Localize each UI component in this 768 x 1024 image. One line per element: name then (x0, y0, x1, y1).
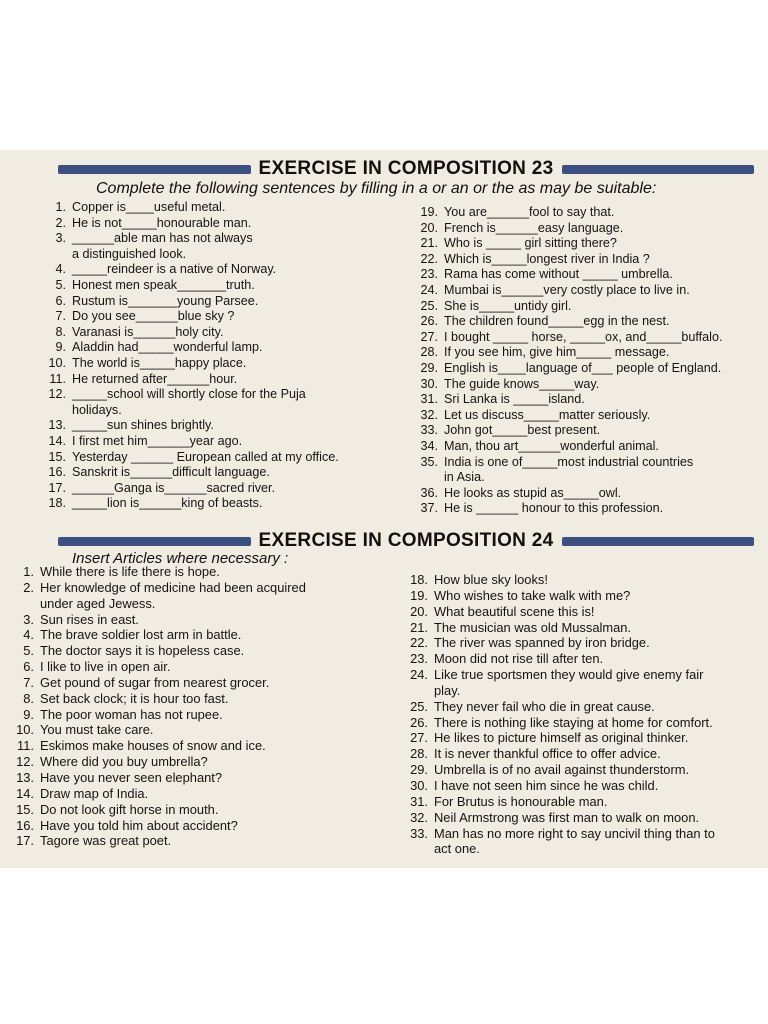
item-number: 13. (48, 418, 66, 433)
list-item (40, 200, 400, 216)
list-item (412, 501, 762, 517)
item-number: 13. (16, 769, 34, 785)
item-text: Aladdin had_____wonderful lamp. (72, 340, 263, 355)
item-continuation: under aged Jewess. (40, 595, 156, 611)
list-item (40, 481, 400, 497)
item-number: 28. (420, 345, 438, 360)
list-item (402, 715, 764, 731)
item-number: 8. (55, 324, 66, 339)
item-number: 16. (48, 465, 66, 480)
item-number: 36. (420, 485, 438, 500)
list-item (412, 377, 762, 393)
decorative-bar-right (562, 165, 755, 174)
list-item (412, 205, 762, 221)
item-number: 5. (55, 277, 66, 292)
item-text: I like to live in open air. (40, 659, 171, 675)
item-number: 4. (55, 262, 66, 277)
item-number: 1. (23, 564, 34, 579)
item-number: 2. (23, 579, 34, 595)
list-item (40, 294, 400, 310)
item-text: English is____language of___ people of England. (444, 360, 722, 375)
list-item (8, 691, 403, 707)
item-number: 7. (23, 674, 34, 690)
list-item (8, 675, 403, 691)
item-number: 17. (16, 833, 34, 849)
item-number: 30. (420, 376, 438, 391)
item-text: Man has no more right to say uncivil thing than to (434, 825, 715, 841)
list-item (40, 278, 400, 294)
item-text: Which is_____longest river in India ? (444, 251, 650, 266)
list-item (402, 572, 764, 588)
list-item (412, 455, 762, 471)
list-item (412, 221, 762, 237)
item-text: There is nothing like staying at home for comfort. (434, 714, 713, 730)
item-text: Sanskrit is______difficult language. (72, 465, 270, 480)
list-item (8, 627, 403, 643)
list-item (412, 486, 762, 502)
item-number: 26. (420, 314, 438, 329)
item-text: Man, thou art______wonderful animal. (444, 438, 659, 453)
item-text: What beautiful scene this is! (434, 603, 595, 619)
item-text: _____school will shortly close for the Puja (72, 387, 306, 402)
item-text: Umbrella is of no avail against thunderstorm. (434, 762, 690, 778)
exercise-23-right-column (412, 205, 762, 517)
decorative-bar-left (58, 537, 251, 546)
item-text: Honest men speak_______truth. (72, 277, 255, 292)
item-text: Moon did not rise till after ten. (434, 651, 604, 667)
item-text: John got_____best present. (444, 423, 601, 438)
item-number: 23. (410, 651, 428, 667)
item-text: The river was spanned by iron bridge. (434, 635, 650, 651)
item-text: Do you see______blue sky ? (72, 309, 235, 324)
item-number: 14. (48, 433, 66, 448)
list-item (40, 309, 400, 325)
item-text: The world is_____happy place. (72, 355, 247, 370)
item-number: 32. (410, 809, 428, 825)
item-text: While there is life there is hope. (40, 564, 220, 579)
item-text: Where did you buy umbrella? (40, 754, 208, 770)
list-item (402, 588, 764, 604)
list-item (8, 754, 403, 770)
item-number: 3. (55, 231, 66, 246)
item-number: 7. (55, 309, 66, 324)
textbook-page (0, 150, 768, 868)
list-item (402, 826, 764, 842)
item-number: 24. (420, 282, 438, 297)
item-text: If you see him, give him_____ message. (444, 345, 670, 360)
list-item (412, 392, 762, 408)
item-text: _____sun shines brightly. (72, 418, 214, 433)
list-item (40, 387, 400, 403)
item-text: Yesterday ______ European called at my office. (72, 449, 339, 464)
list-item (40, 372, 400, 388)
list-item (402, 620, 764, 636)
item-number: 2. (55, 215, 66, 230)
item-number: 30. (410, 777, 428, 793)
item-number: 33. (410, 825, 428, 841)
item-number: 15. (48, 449, 66, 464)
item-text: The guide knows_____way. (444, 376, 600, 391)
item-number: 15. (16, 801, 34, 817)
item-text: Tagore was great poet. (40, 833, 172, 849)
item-number: 27. (410, 730, 428, 746)
item-text: He looks as stupid as_____owl. (444, 485, 622, 500)
list-item (40, 216, 400, 232)
list-item (40, 465, 400, 481)
item-text: French is______easy language. (444, 220, 624, 235)
list-item (402, 667, 764, 683)
item-number: 14. (16, 785, 34, 801)
list-item (40, 434, 400, 450)
item-text: I bought _____ horse, _____ox, and_____buffalo. (444, 329, 723, 344)
decorative-bar-right (562, 537, 755, 546)
exercise-23-instruction: Complete the following sentences by filling in a or an or the as may be suitable: (96, 180, 657, 197)
item-number: 1. (55, 200, 66, 214)
item-text: Do not look gift horse in mouth. (40, 801, 219, 817)
item-text: For Brutus is honourable man. (434, 793, 608, 809)
list-item (40, 262, 400, 278)
item-number: 10. (16, 722, 34, 738)
list-item (40, 418, 400, 434)
exercise-23-left-column (40, 200, 400, 512)
item-number: 28. (410, 746, 428, 762)
item-text: The musician was old Mussalman. (434, 619, 632, 635)
item-number: 12. (48, 387, 66, 402)
item-text: Who wishes to take walk with me? (434, 587, 631, 603)
list-item (412, 423, 762, 439)
list-item (402, 651, 764, 667)
item-text: He is ______ honour to this profession. (444, 501, 664, 516)
item-number: 9. (55, 340, 66, 355)
list-item (40, 450, 400, 466)
item-number: 25. (420, 298, 438, 313)
item-text: Who is _____ girl sitting there? (444, 236, 617, 251)
item-text: Like true sportsmen they would give enemy fair (434, 667, 704, 683)
exercise-23-title: EXERCISE IN COMPOSITION 23 (258, 158, 554, 179)
item-text: Sri Lanka is _____island. (444, 392, 585, 407)
item-text: The poor woman has not rupee. (40, 706, 223, 722)
list-item (8, 707, 403, 723)
item-continuation: a distinguished look. (72, 246, 187, 261)
item-text: They never fail who die in great cause. (434, 698, 655, 714)
item-number: 31. (410, 793, 428, 809)
item-text: _____reindeer is a native of Norway. (72, 262, 277, 277)
list-item (402, 604, 764, 620)
item-text: It is never thankful office to offer advice. (434, 746, 661, 762)
item-text: The brave soldier lost arm in battle. (40, 627, 242, 643)
list-item (412, 408, 762, 424)
item-number: 22. (420, 251, 438, 266)
item-number: 32. (420, 407, 438, 422)
item-number: 29. (410, 762, 428, 778)
item-text: She is_____untidy girl. (444, 298, 572, 313)
item-number: 11. (49, 371, 66, 386)
item-text: I first met him______year ago. (72, 433, 243, 448)
list-item (8, 786, 403, 802)
item-text: He likes to picture himself as original thinker. (434, 730, 689, 746)
list-item (412, 361, 762, 377)
item-text: Have you never seen elephant? (40, 769, 223, 785)
item-continuation: in Asia. (444, 470, 485, 485)
item-number: 18. (48, 496, 66, 511)
list-item (402, 810, 764, 826)
item-number: 6. (55, 293, 66, 308)
exercise-24-instruction: Insert Articles where necessary : (72, 550, 289, 567)
item-text: Get pound of sugar from nearest grocer. (40, 674, 270, 690)
item-number: 17. (48, 480, 66, 495)
item-text: You are______fool to say that. (444, 205, 615, 219)
list-item (402, 746, 764, 762)
list-item (412, 299, 762, 315)
item-text: Mumbai is______very costly place to live in. (444, 282, 690, 297)
list-item (8, 818, 403, 834)
list-item (402, 699, 764, 715)
item-text: India is one of_____most industrial countries (444, 454, 694, 469)
item-number: 19. (410, 587, 428, 603)
item-number: 25. (410, 698, 428, 714)
exercise-24-title: EXERCISE IN COMPOSITION 24 (258, 530, 554, 551)
item-number: 3. (23, 611, 34, 627)
list-item (8, 580, 403, 596)
item-text: The doctor says it is hopeless case. (40, 643, 245, 659)
list-item (412, 236, 762, 252)
list-item (8, 643, 403, 659)
item-number: 29. (420, 360, 438, 375)
item-number: 8. (23, 690, 34, 706)
item-number: 12. (16, 754, 34, 770)
item-number: 6. (23, 659, 34, 675)
item-text: He is not_____honourable man. (72, 215, 252, 230)
list-item (8, 722, 403, 738)
item-number: 27. (420, 329, 438, 344)
item-number: 18. (410, 572, 428, 587)
item-text: ______Ganga is______sacred river. (72, 480, 276, 495)
item-text: I have not seen him since he was child. (434, 777, 659, 793)
item-text: He returned after______hour. (72, 371, 238, 386)
item-number: 10. (48, 355, 66, 370)
list-item (402, 762, 764, 778)
item-number: 21. (420, 236, 438, 251)
list-item (40, 340, 400, 356)
list-item (8, 738, 403, 754)
item-text: The children found_____egg in the nest. (444, 314, 670, 329)
item-number: 26. (410, 714, 428, 730)
list-item (402, 794, 764, 810)
item-text: Neil Armstrong was first man to walk on moon. (434, 809, 700, 825)
item-continuation: act one. (434, 841, 480, 857)
item-number: 20. (410, 603, 428, 619)
item-text: Let us discuss_____matter seriously. (444, 407, 651, 422)
list-item (8, 770, 403, 786)
item-text: ______able man has not always (72, 231, 253, 246)
item-number: 20. (420, 220, 438, 235)
item-text: Sun rises in east. (40, 611, 139, 627)
list-item (8, 802, 403, 818)
list-item (40, 325, 400, 341)
item-number: 34. (420, 438, 438, 453)
item-text: Eskimos make houses of snow and ice. (40, 738, 266, 754)
item-number: 4. (23, 627, 34, 643)
list-item (412, 267, 762, 283)
item-number: 33. (420, 423, 438, 438)
decorative-bar-left (58, 165, 251, 174)
item-text: Have you told him about accident? (40, 817, 238, 833)
item-text: Draw map of India. (40, 785, 149, 801)
item-number: 37. (420, 501, 438, 516)
list-item (40, 496, 400, 512)
item-number: 24. (410, 667, 428, 683)
item-text: Copper is____useful metal. (72, 200, 226, 214)
list-item (412, 283, 762, 299)
item-number: 9. (23, 706, 34, 722)
list-item (8, 833, 403, 849)
item-number: 21. (410, 619, 428, 635)
list-item (412, 439, 762, 455)
item-continuation: play. (434, 682, 461, 698)
list-item (8, 564, 403, 580)
item-text: Set back clock; it is hour too fast. (40, 690, 229, 706)
item-number: 35. (420, 454, 438, 469)
list-item (40, 231, 400, 247)
item-text: You must take care. (40, 722, 154, 738)
exercise-24-right-column (402, 572, 764, 857)
item-number: 22. (410, 635, 428, 651)
item-number: 11. (17, 738, 34, 754)
item-text: _____lion is______king of beasts. (72, 496, 263, 511)
item-number: 16. (16, 817, 34, 833)
item-text: Rustum is_______young Parsee. (72, 293, 259, 308)
list-item (8, 612, 403, 628)
item-continuation: holidays. (72, 402, 122, 417)
item-number: 23. (420, 267, 438, 282)
item-text: How blue sky looks! (434, 572, 548, 587)
item-number: 19. (420, 205, 438, 219)
list-item (412, 314, 762, 330)
item-number: 5. (23, 643, 34, 659)
item-text: Varanasi is______holy city. (72, 324, 224, 339)
item-text: Rama has come without _____ umbrella. (444, 267, 673, 282)
list-item (8, 659, 403, 675)
list-item (402, 778, 764, 794)
list-item (412, 252, 762, 268)
list-item (402, 635, 764, 651)
list-item (412, 345, 762, 361)
exercise-24-left-column (8, 564, 403, 849)
item-text: Her knowledge of medicine had been acquired (40, 579, 306, 595)
list-item (412, 330, 762, 346)
list-item (402, 730, 764, 746)
list-item (40, 356, 400, 372)
item-number: 31. (420, 392, 438, 407)
